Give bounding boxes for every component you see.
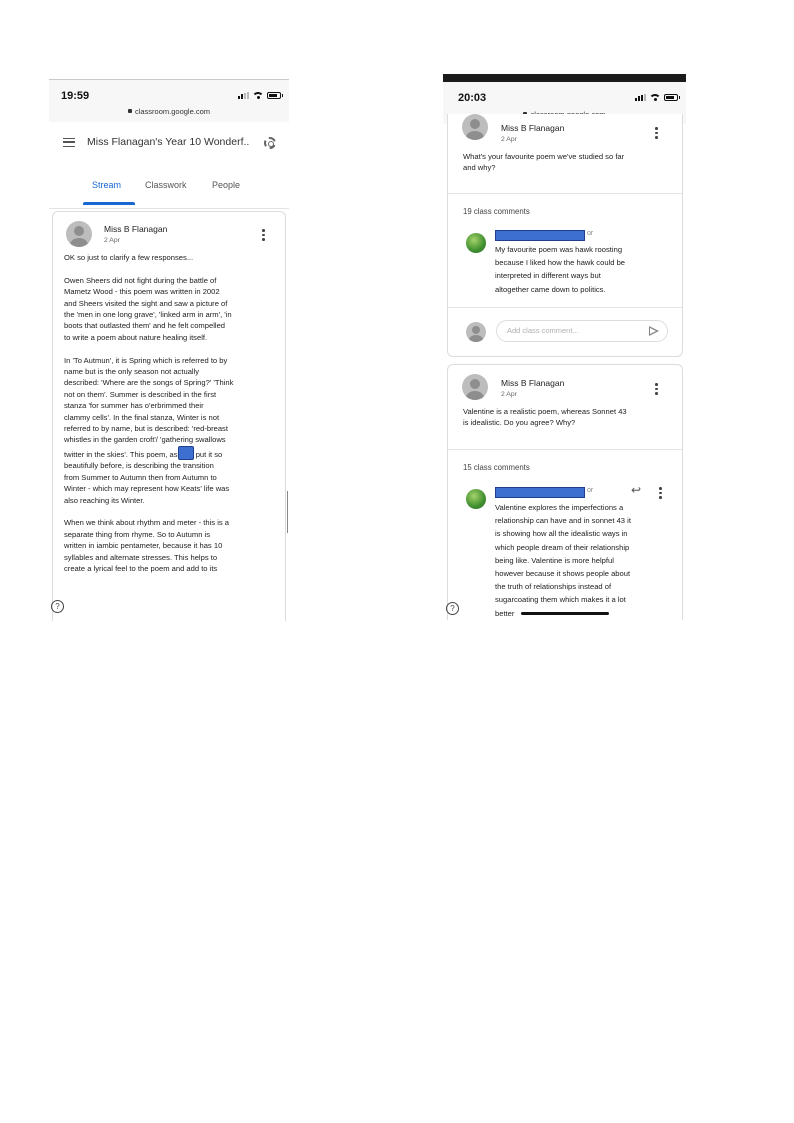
post-body: Valentine is a realistic poem, whereas Sonnet 43 is idealistic. Do you agree? Why? bbox=[463, 407, 627, 428]
class-comments-count[interactable]: 19 class comments bbox=[463, 207, 530, 216]
system-icons bbox=[635, 94, 678, 101]
url-bar[interactable] bbox=[49, 107, 289, 116]
more-vert-icon[interactable] bbox=[655, 127, 658, 140]
class-title: Miss Flanagan's Year 10 Wonderf.. bbox=[87, 136, 250, 148]
tab-people[interactable]: People bbox=[212, 180, 241, 190]
comment-placeholder: Add class comment... bbox=[507, 326, 579, 335]
status-bar bbox=[49, 80, 289, 122]
add-comment-input[interactable] bbox=[496, 320, 668, 342]
battery-icon bbox=[664, 94, 678, 101]
post-paragraph bbox=[64, 355, 284, 506]
question-card bbox=[447, 114, 683, 357]
comment-text: My favourite poem was hawk roosting because I liked how the hawk could be interpreted in different ways but altogether came down to politics. bbox=[495, 245, 626, 294]
commenter-avatar bbox=[466, 489, 486, 509]
post-author: Miss B Flanagan bbox=[501, 123, 565, 133]
avatar bbox=[462, 374, 488, 400]
redaction-box bbox=[178, 446, 194, 460]
divider bbox=[448, 307, 682, 308]
help-icon[interactable]: ? bbox=[51, 600, 64, 613]
status-time: 20:03 bbox=[458, 92, 487, 104]
active-tab-indicator bbox=[83, 202, 135, 205]
comment-name-suffix: or bbox=[587, 230, 594, 237]
divider bbox=[448, 193, 682, 194]
post-date: 2 Apr bbox=[104, 237, 120, 244]
question-card bbox=[447, 364, 683, 620]
post-paragraph: When we think about rhythm and meter - this is a separate thing from rhyme. So to Autumn is written in iambic pentameter, because it has 10 syllables and alternate stresses. This helps to create a lyrical feel to the poem and add to its bbox=[64, 518, 230, 573]
post-date: 2 Apr bbox=[501, 391, 517, 398]
more-vert-icon[interactable] bbox=[262, 229, 265, 242]
more-vert-icon[interactable] bbox=[655, 383, 658, 396]
reply-icon[interactable]: ↩ bbox=[631, 483, 642, 497]
url-text: classroom.google.com bbox=[134, 107, 211, 116]
post-author: Miss B Flanagan bbox=[104, 224, 168, 234]
home-indicator bbox=[521, 612, 609, 615]
lock-icon bbox=[128, 109, 132, 113]
app-bar bbox=[49, 122, 289, 162]
divider bbox=[448, 449, 682, 450]
commenter-avatar bbox=[466, 233, 486, 253]
post-paragraph-part: put it so beautifully before, is describing the transition from Summer to Autumn then from Autumn to Winter - which may represent how Keats' life was also reaching its Winter. bbox=[64, 449, 230, 505]
more-vert-icon[interactable] bbox=[659, 487, 662, 500]
send-icon[interactable] bbox=[649, 326, 659, 336]
avatar bbox=[66, 221, 92, 247]
comment-name-suffix: or bbox=[587, 487, 594, 494]
post-paragraph: Owen Sheers did not fight during the battle of Mametz Wood - this poem was written in 2002 and Sheers visited the sight and saw a picture of the 'men in one long grave', 'linked arm in arm', 'in boots that outlasted them' and he felt compelled to write a poem about nature healing itself. bbox=[64, 275, 232, 342]
signal-icon bbox=[238, 92, 249, 99]
avatar bbox=[466, 322, 486, 342]
system-icons bbox=[238, 92, 281, 99]
help-icon[interactable]: ? bbox=[446, 602, 459, 615]
wifi-icon bbox=[253, 92, 263, 99]
announcement-card bbox=[52, 211, 286, 621]
tab-stream[interactable]: Stream bbox=[92, 180, 122, 190]
battery-icon bbox=[267, 92, 281, 99]
top-black-bar bbox=[443, 74, 686, 82]
post-author: Miss B Flanagan bbox=[501, 378, 565, 388]
comment-text: Valentine explores the imperfections a relationship can have and in sonnet 43 it is showing how all the idealistic ways in which people dream of their relationship being like. Valentine is more helpful however because it shows people about the truth of relationships instead of sugarcoating them which makes it a lot better bbox=[495, 503, 631, 618]
class-comments-count[interactable]: 15 class comments bbox=[463, 463, 530, 472]
scrollbar[interactable] bbox=[287, 491, 288, 533]
status-time: 19:59 bbox=[61, 90, 90, 102]
post-body bbox=[64, 252, 284, 586]
gear-icon[interactable] bbox=[264, 137, 276, 149]
post-paragraph-part: In 'To Autmun', it is Spring which is referred to by name but is the only season not actually described: 'Where are the songs of Spring?' 'Think not on them'. Summer is described in the first stanza 'for summer has o'erbrimmed their clammy cells'. In the final stanza, Winter is not referred to by name, but is described: 'red-breast whistles in the garden croft'/ 'gathering swallows twitter in the skies'. This poem, as bbox=[64, 355, 234, 459]
post-paragraph: OK so just to clarify a few responses... bbox=[64, 253, 194, 262]
menu-icon[interactable] bbox=[63, 138, 75, 147]
redacted-name bbox=[495, 230, 585, 241]
redacted-name bbox=[495, 487, 585, 498]
right-screenshot bbox=[443, 74, 686, 620]
signal-icon bbox=[635, 94, 646, 101]
wifi-icon bbox=[650, 94, 660, 101]
avatar bbox=[462, 114, 488, 140]
left-screenshot bbox=[49, 79, 289, 621]
tab-classwork[interactable]: Classwork bbox=[145, 180, 187, 190]
post-date: 2 Apr bbox=[501, 136, 517, 143]
post-body: What's your favourite poem we've studied so far and why? bbox=[463, 152, 625, 173]
tab-bar bbox=[49, 176, 289, 209]
